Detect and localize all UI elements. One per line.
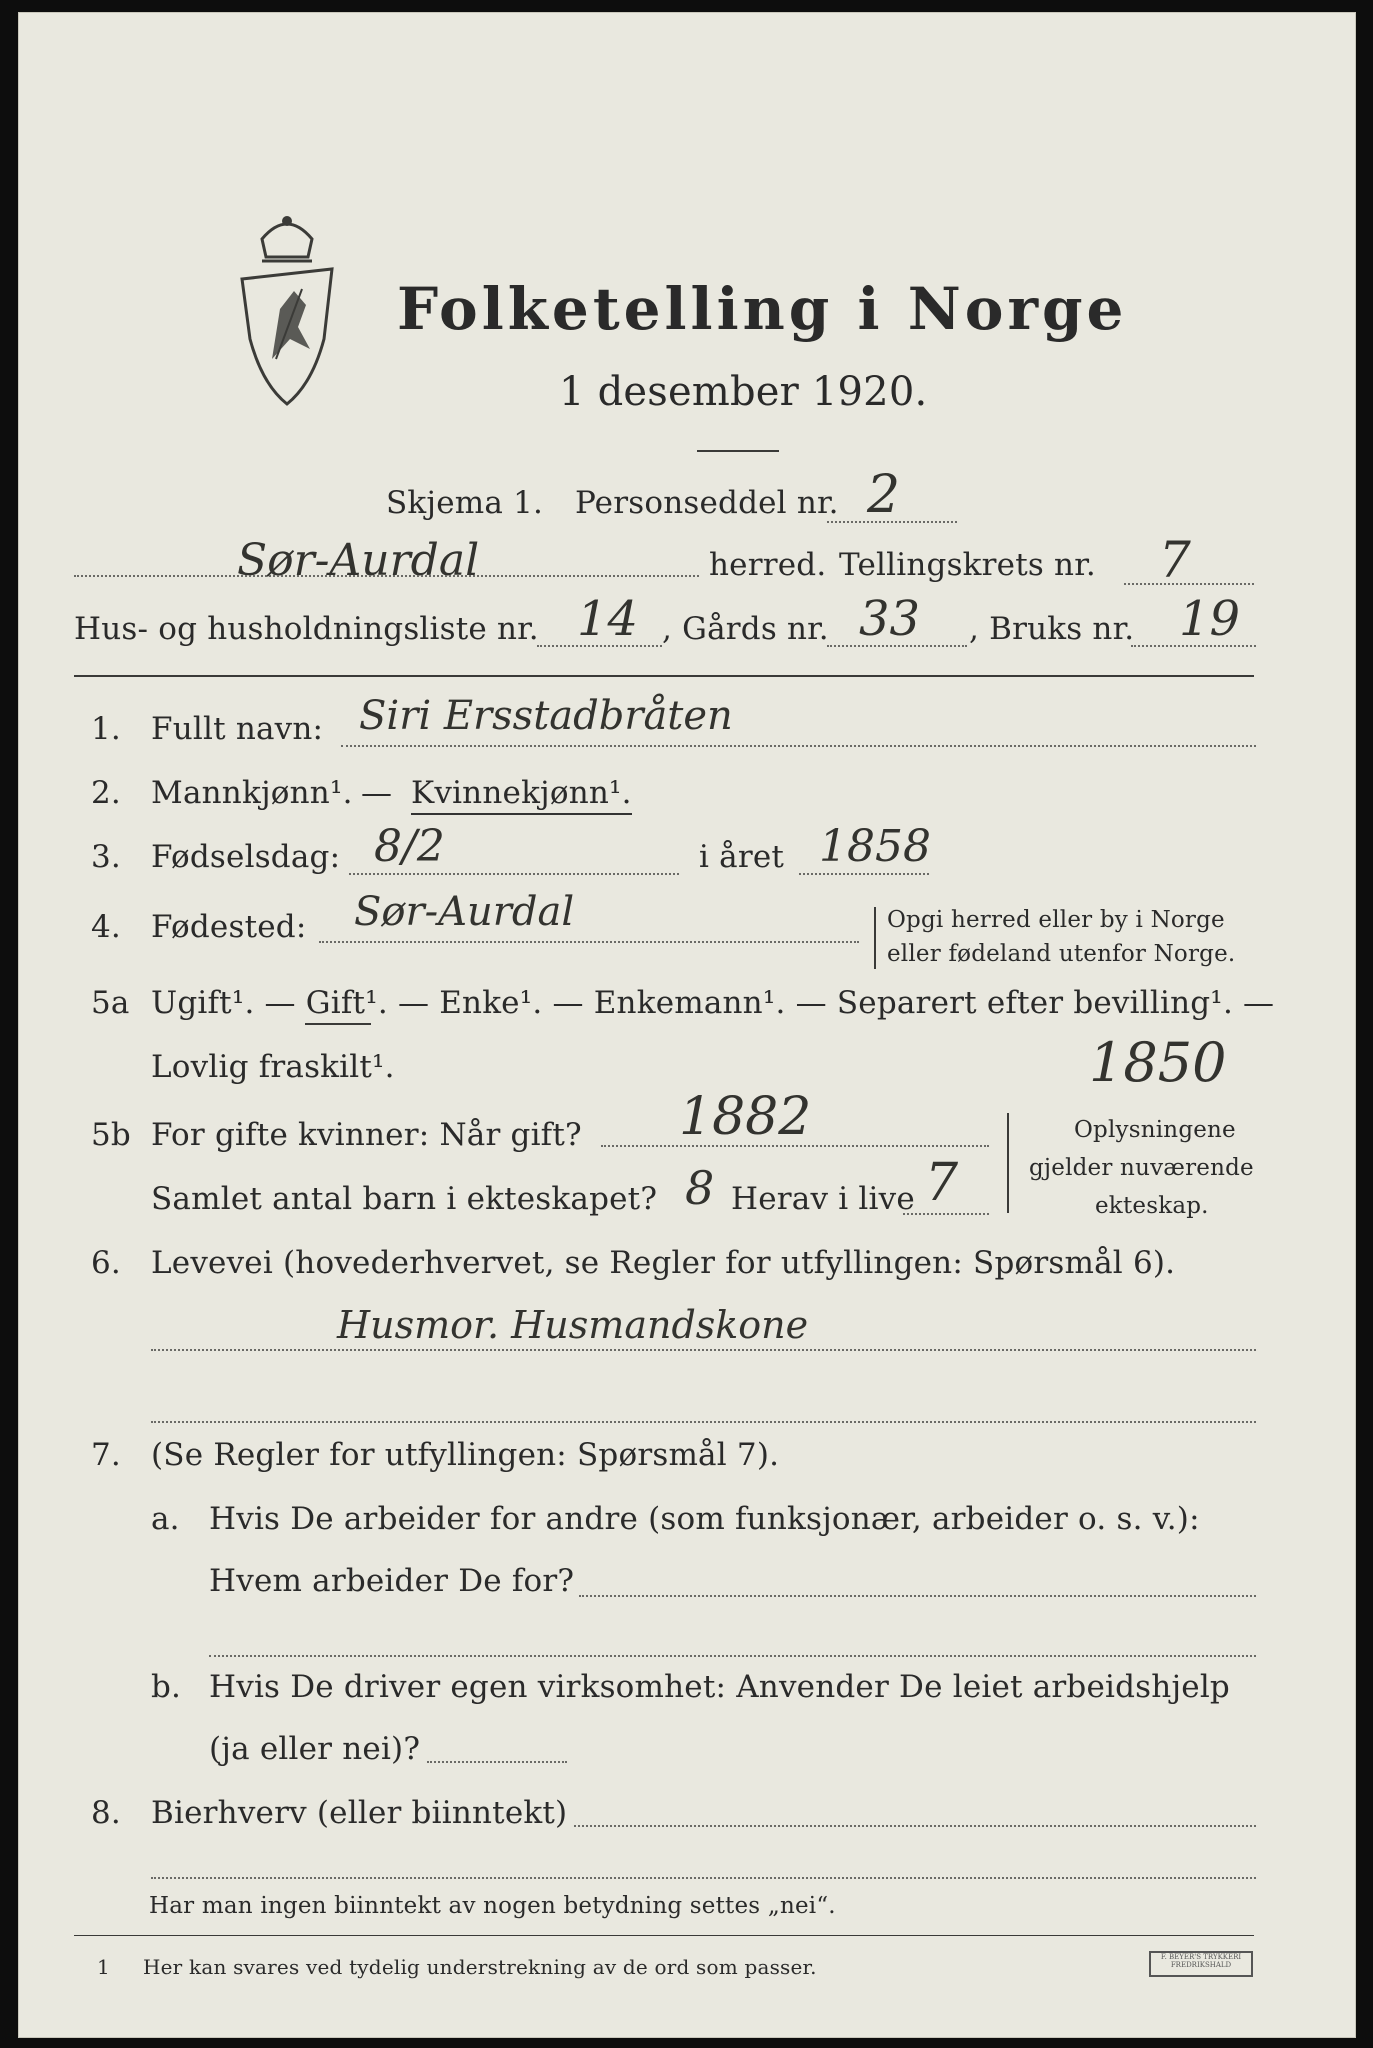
- q5b-note-line3: ekteskap.: [1095, 1193, 1209, 1219]
- q6-label: Levevei (hovederhvervet, se Regler for utfyllingen: Spørsmål 6).: [151, 1245, 1176, 1281]
- form-title: Folketelling i Norge: [397, 275, 1128, 343]
- q5b-note-line2: gjelder nuværende: [1029, 1155, 1254, 1181]
- q5b-number: 5b: [91, 1117, 131, 1153]
- tellingskrets-value[interactable]: 7: [1159, 531, 1191, 589]
- q7b-answer-line: [427, 1761, 567, 1763]
- q8-number: 8.: [91, 1795, 121, 1831]
- q5a-number: 5a: [91, 985, 130, 1021]
- hus-label: Hus- og husholdningsliste nr.: [74, 611, 539, 647]
- q1-line: [341, 745, 1256, 747]
- q7a-answer-line2: [209, 1655, 1256, 1657]
- hus-line: [537, 645, 662, 647]
- q5b-note-line1: Oplysningene: [1074, 1117, 1236, 1143]
- q5b-children-value[interactable]: 8: [685, 1161, 715, 1215]
- q3-birthday-line: [349, 873, 679, 875]
- herred-label: herred.: [709, 547, 827, 583]
- q5b-married-line: [601, 1145, 989, 1147]
- q5a-gift-underline: [305, 1023, 371, 1025]
- q5b-alive-value[interactable]: 7: [925, 1153, 959, 1213]
- q7b-line2: (ja eller nei)?: [209, 1731, 421, 1767]
- census-form-page: [18, 12, 1356, 2038]
- schema-label: Skjema 1.: [386, 485, 544, 521]
- q3-birthday-value[interactable]: 8/2: [374, 821, 445, 872]
- q1-number: 1.: [91, 711, 121, 747]
- q4-note-line1: Opgi herred eller by i Norge: [887, 907, 1225, 933]
- personseddel-value[interactable]: 2: [867, 465, 901, 525]
- q5b-married-value[interactable]: 1882: [679, 1087, 812, 1147]
- q5b-children-label: Samlet antal barn i ekteskapet?: [151, 1181, 658, 1217]
- q3-number: 3.: [91, 839, 121, 875]
- q4-birthplace-value[interactable]: Sør-Aurdal: [354, 889, 575, 935]
- q2-female-option-selected[interactable]: Kvinnekjønn¹.: [411, 775, 632, 815]
- q5b-label: For gifte kvinner: Når gift?: [151, 1117, 582, 1153]
- q7a-line1: Hvis De arbeider for andre (som funksjonær, arbeider o. s. v.):: [209, 1501, 1200, 1537]
- herred-line: [74, 575, 699, 577]
- q4-brace: [874, 907, 876, 969]
- bruks-line: [1131, 645, 1256, 647]
- tellingskrets-label: Tellingskrets nr.: [839, 547, 1096, 583]
- census-date: 1 desember 1920.: [559, 369, 928, 415]
- q4-label: Fødested:: [151, 909, 307, 945]
- q6-line2: [151, 1421, 1256, 1423]
- q5a-options[interactable]: Ugift¹. — Gift¹. — Enke¹. — Enkemann¹. — Separert efter bevilling¹. —: [151, 985, 1275, 1021]
- q6-number: 6.: [91, 1245, 121, 1281]
- q5b-alive-line: [903, 1213, 989, 1215]
- q7-number: 7.: [91, 1437, 121, 1473]
- title-divider: [697, 450, 779, 452]
- bruks-value[interactable]: 19: [1179, 591, 1241, 647]
- herred-value[interactable]: Sør-Aurdal: [237, 535, 480, 586]
- q3-year-label: i året: [699, 839, 785, 875]
- q4-note-line2: eller fødeland utenfor Norge.: [887, 941, 1236, 967]
- personseddel-line: [827, 521, 957, 523]
- q3-year-line: [799, 873, 929, 875]
- printer-stamp: [1149, 1951, 1253, 1977]
- q4-number: 4.: [91, 909, 121, 945]
- q1-label: Fullt navn:: [151, 711, 324, 747]
- personseddel-label: Personseddel nr.: [575, 485, 839, 521]
- q8-answer-line1: [574, 1825, 1256, 1827]
- printer-stamp-line1: F. BEYER'S TRYKKERI: [1160, 1953, 1242, 1961]
- bruks-label: , Bruks nr.: [969, 611, 1135, 647]
- q8-label: Bierhverv (eller biinntekt): [151, 1795, 568, 1831]
- footnote-text: Her kan svares ved tydelig understrekning av de ord som passer.: [143, 1955, 817, 1979]
- gaards-line: [827, 645, 967, 647]
- q4-line: [319, 941, 859, 943]
- q6-occupation-value[interactable]: Husmor. Husmandskone: [337, 1303, 809, 1347]
- header-rule: [74, 675, 1254, 677]
- tellingskrets-line: [1124, 583, 1254, 585]
- q2-male-option[interactable]: Mannkjønn¹.: [151, 775, 353, 811]
- q5b-alive-label: Herav i live: [731, 1181, 915, 1217]
- q2-number: 2.: [91, 775, 121, 811]
- q6-line1: [151, 1349, 1256, 1351]
- q7a-line2: Hvem arbeider De for?: [209, 1563, 575, 1599]
- footer-rule: [74, 1935, 1254, 1936]
- q1-full-name-value[interactable]: Siri Ersstadbråten: [359, 693, 733, 739]
- q5b-brace: [1007, 1113, 1009, 1213]
- q7a-answer-line1: [579, 1595, 1256, 1597]
- q3-year-value[interactable]: 1858: [819, 821, 931, 872]
- gaards-label: , Gårds nr.: [662, 611, 829, 647]
- q7-label: (Se Regler for utfyllingen: Spørsmål 7).: [151, 1437, 780, 1473]
- footer-note: Har man ingen biinntekt av nogen betydning settes „nei“.: [149, 1893, 836, 1919]
- footnote-number: 1: [97, 1955, 110, 1979]
- norway-coat-of-arms-icon: [232, 209, 342, 409]
- q5a-annotation: 1850: [1089, 1031, 1227, 1094]
- q5a-option-fraskilt[interactable]: Lovlig fraskilt¹.: [151, 1049, 395, 1085]
- hus-value[interactable]: 14: [577, 591, 639, 647]
- printer-stamp-line2: FREDRIKSHALD: [1170, 1961, 1232, 1969]
- q8-answer-line2: [151, 1877, 1256, 1879]
- q7b-letter: b.: [151, 1669, 182, 1705]
- gaards-value[interactable]: 33: [859, 591, 921, 647]
- q3-label: Fødselsdag:: [151, 839, 341, 875]
- q2-separator: —: [361, 775, 393, 811]
- q7b-line1: Hvis De driver egen virksomhet: Anvender De leiet arbeidshjelp: [209, 1669, 1230, 1705]
- q7a-letter: a.: [151, 1501, 180, 1537]
